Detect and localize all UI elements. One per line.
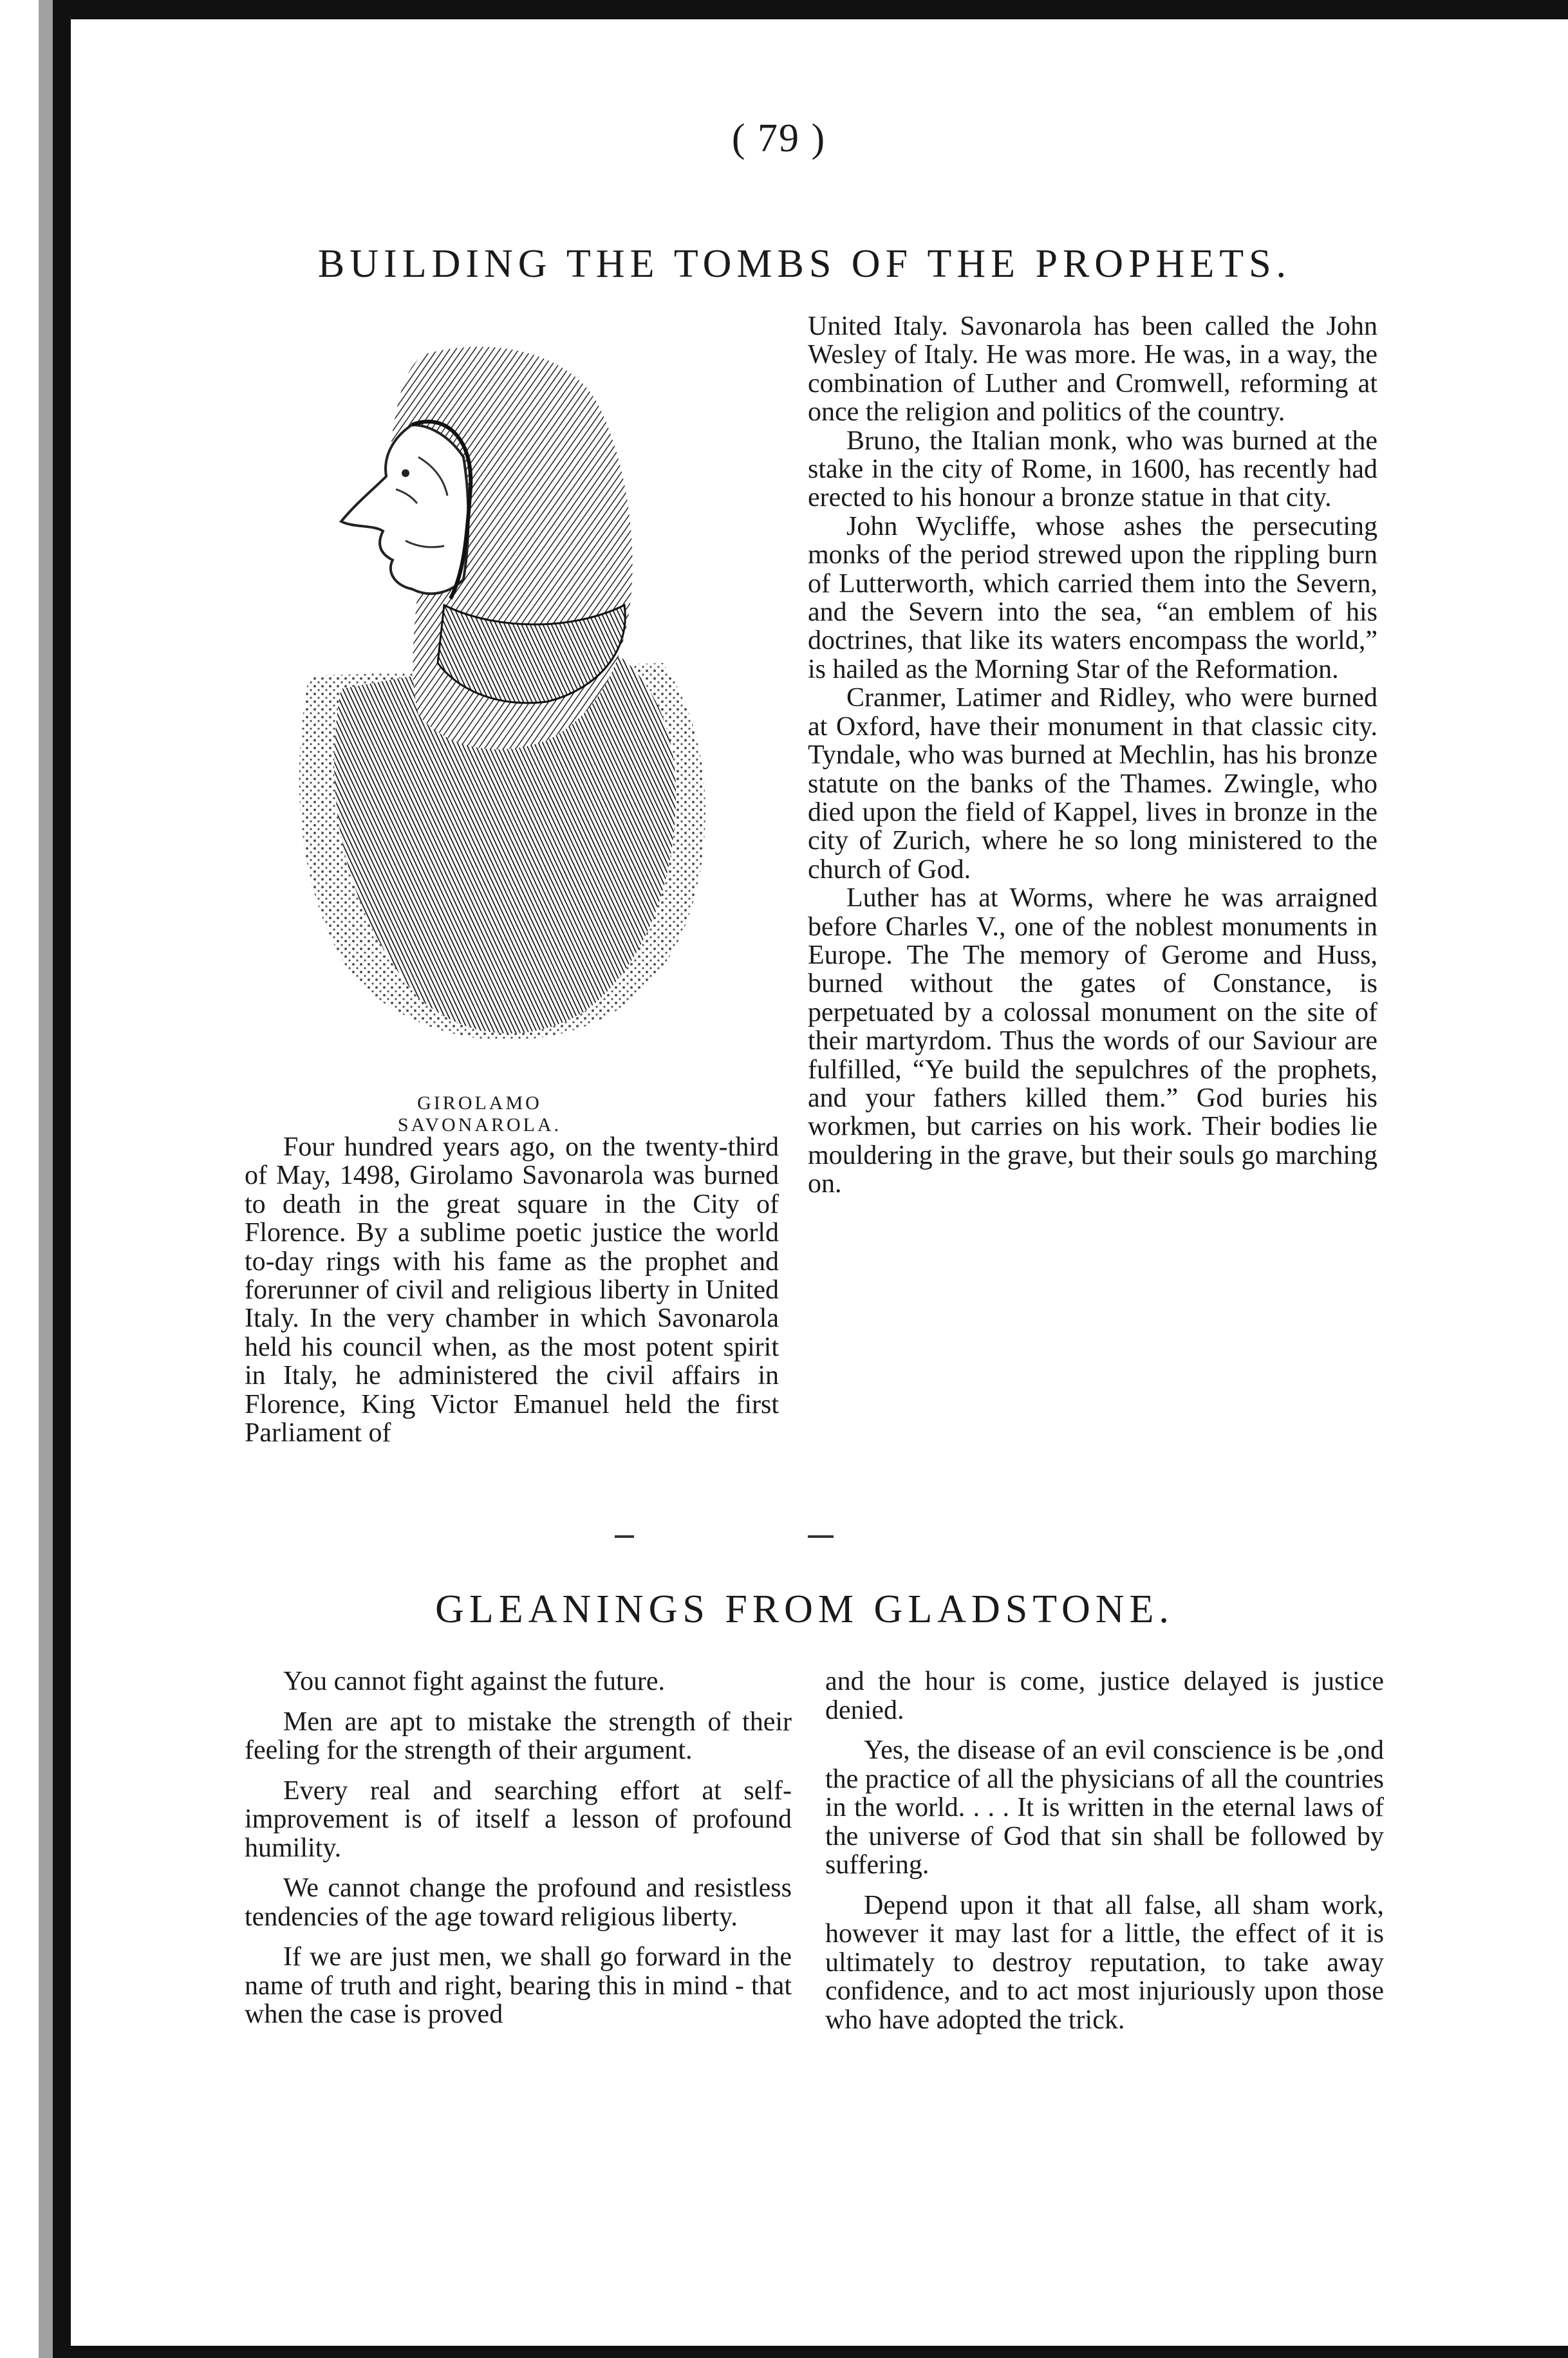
quote: If we are just men, we shall go forward in the name of truth and right, bearing this in mind - that when the case is proved xyxy=(245,1942,792,2029)
paragraph: Bruno, the Italian monk, who was burned at the stake in the city of Rome, in 1600, has recently had erected to his honour a bronze statue in that city. xyxy=(808,426,1377,513)
article2-right-column xyxy=(825,1667,1384,2046)
paragraph: Luther has at Worms, where he was arraigned before Charles V., one of the noblest monuments in Europe. The The memory of Gerome and Huss, burned without the gates of Constance, is perpetuated by a colossal monument on the site of their martyrdom. Thus the words of our Saviour are fulfilled, “Ye build the sepulchres of the prophets, and your fathers killed them.” God buries his workmen, but carries on his work. Their bodies lie mouldering in the grave, but their souls go marching on. xyxy=(808,883,1377,1199)
paragraph: United Italy. Savonarola has been called the John Wesley of Italy. He was more. He was, in a way, the combination of Luther and Cromwell, reforming at once the religion and politics of the country. xyxy=(808,312,1377,427)
article1-right-column xyxy=(808,312,1377,1199)
portrait-caption: GIROLAMO SAVONAROLA. xyxy=(397,1092,562,1136)
page-bottom-border xyxy=(53,2346,1568,2358)
article2-left-column xyxy=(245,1667,792,2041)
quote: Yes, the disease of an evil conscience is be ,ond the practice of all the physicians of all the countries in the world. . . . It is written in the eternal laws of the universe of God that sin shall be followed by suffering. xyxy=(825,1736,1384,1880)
quote: Every real and searching effort at self-improvement is of itself a lesson of profound humility. xyxy=(245,1775,792,1863)
quote: We cannot change the profound and resistless tendencies of the age toward religious liberty. xyxy=(245,1873,792,1932)
section-divider xyxy=(808,1535,834,1538)
quote: You cannot fight against the future. xyxy=(283,1667,665,1696)
page-left-border xyxy=(53,0,71,2358)
page-number: ( 79 ) xyxy=(731,117,826,160)
quote: Depend upon it that all false, all sham work, however it may last for a little, the effect of it is ultimately to destroy reputation, to take away confidence, and to act most injuriously upon those who have adopted the trick. xyxy=(825,1890,1384,2035)
binding-shadow xyxy=(39,0,53,2358)
article-title-gladstone: GLEANINGS FROM GLADSTONE. xyxy=(435,1587,1174,1631)
savonarola-portrait xyxy=(212,328,779,1069)
article1-left-column xyxy=(245,1133,779,1447)
paragraph: Cranmer, Latimer and Ridley, who were burned at Oxford, have their monument in that classic city. Tyndale, who was burned at Mechlin, has his bronze statute on the banks of the Thames. Zwingle, who died upon the field of Kappel, lives in bronze in the city of Zurich, where he so long ministered to the church of God. xyxy=(808,683,1377,884)
section-divider xyxy=(615,1535,634,1538)
quote: Men are apt to mistake the strength of their feeling for the strength of their argument. xyxy=(245,1707,792,1765)
paragraph: Four hundred years ago, on the twenty-third of May, 1498, Girolamo Savonarola was burned to death in the great square in the City of Florence. By a sublime poetic justice the world to-day rings with his fame as the prophet and forerunner of civil and religious liberty in United Italy. In the very chamber in which Savonarola held his council when, as the most potent spirit in Italy, he administered the civil affairs in Florence, King Victor Emanuel held the first Parliament of xyxy=(245,1132,779,1448)
page-top-border xyxy=(71,0,1568,19)
article-title-tombs: BUILDING THE TOMBS OF THE PROPHETS. xyxy=(317,242,1292,286)
quote: and the hour is come, justice delayed is justice denied. xyxy=(825,1667,1384,1725)
paragraph: John Wycliffe, whose ashes the persecuting monks of the period strewed upon the rippling burn of Lutterworth, which carried them into the Severn, and the Severn into the sea, “an emblem of his doctrines, that like its waters encompass the world,” is hailed as the Morning Star of the Reformation. xyxy=(808,511,1377,684)
